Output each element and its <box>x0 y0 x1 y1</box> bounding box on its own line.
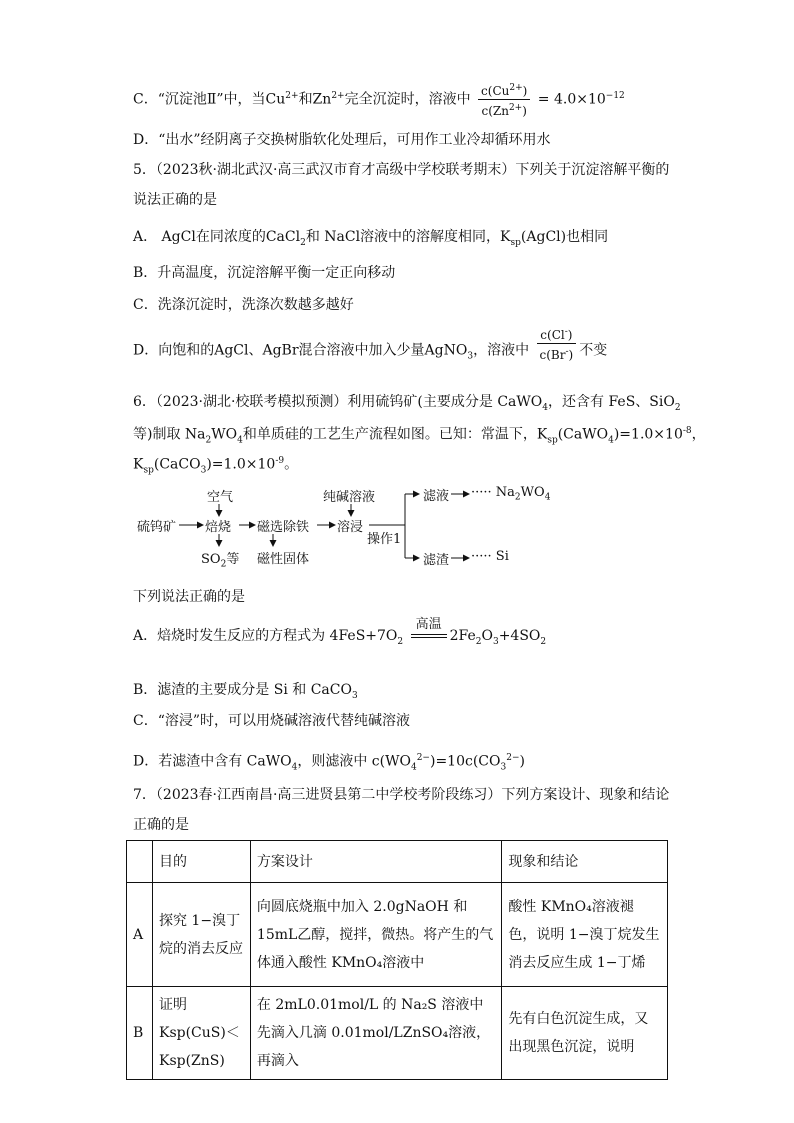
q5-option-c: C．洗涤沉淀时，洗涤次数越多越好 <box>133 297 354 313</box>
node-si: ····· Si <box>471 549 509 564</box>
node-so2: $SO_2$等 <box>201 552 240 570</box>
node-magnetic-separation: 磁选除铁 <box>257 520 310 535</box>
q6-stem-line2: 等)制取 $Na_2WO_4$和单质硅的工艺生产流程如图。已知：常温下，$K_{sp}(CaWO_4)=1.0\times 10^{-8}$， <box>133 426 706 446</box>
node-soda-solution: 纯碱溶液 <box>323 490 376 505</box>
node-leach: 溶浸 <box>337 520 364 535</box>
q7-table <box>126 840 668 1080</box>
q5-option-d: D．向饱和的AgCl、AgBr混合溶液中加入少量AgNO$_3$，溶液中 $\frac{c(Cl^-)}{c(Br^-)}$ 不变 <box>133 338 607 366</box>
q6-option-d: D．若滤渣中含有 CaWO$_4$，则滤液中 $c(WO_4^{2-})=10c(CO_3^{2-})$ <box>133 753 525 773</box>
row-purpose: 探究 1−溴丁烷的消去反应 <box>152 883 250 987</box>
row-result: 先有白色沉淀生成，又出现黑色沉淀，说明 <box>502 987 668 1080</box>
row-design: 向圆底烧瓶中加入 2.0gNaOH 和 15mL乙醇，搅拌，微热。将产生的气体通入酸性 KMnO₄溶液中 <box>250 883 502 987</box>
q7-stem-line2: 正确的是 <box>133 817 189 833</box>
cu-zn-ratio: $\frac{c(Cu^{2+})}{c(Zn^{2+})}$ <box>478 80 530 119</box>
table-header-row <box>127 841 668 883</box>
table-header-cell <box>127 841 153 883</box>
table-row <box>127 987 668 1080</box>
q7-stem-line1: 7．（2023春·江西南昌·高三进贤县第二中学校考阶段练习）下列方案设计、现象和结论 <box>133 787 670 803</box>
node-na2wo4: ····· $Na_2WO_4$ <box>471 485 551 503</box>
node-operation1: 操作1 <box>367 532 402 547</box>
row-design: 在 2mL0.01mol/L 的 Na₂S 溶液中先滴入几滴 0.01mol/LZnSO₄溶液，再滴入 <box>250 987 502 1080</box>
process-flow-diagram <box>133 482 573 572</box>
q6-stem-line3: $K_{sp}(CaCO_3)=1.0\times 10^{-9}$。 <box>133 456 299 476</box>
q6-option-c: C．“溶浸”时，可以用烧碱溶液代替纯碱溶液 <box>133 713 411 729</box>
node-roast: 焙烧 <box>205 520 232 535</box>
row-result: 酸性 KMnO₄溶液褪色，说明 1−溴丁烷发生消去反应生成 1−丁烯 <box>502 883 668 987</box>
table-header-cell: 方案设计 <box>250 841 502 883</box>
node-ore: 硫钨矿 <box>137 520 177 535</box>
table-row <box>127 883 668 987</box>
row-purpose: 证明 Ksp(CuS)＜Ksp(ZnS) <box>152 987 250 1080</box>
q6-option-a: A．焙烧时发生反应的方程式为 $4FeS+7O_2$ 高温 $2Fe_2O_3+4SO_2$ <box>133 617 547 647</box>
q6-option-b: B．滤渣的主要成分是 Si 和 CaCO$_3$ <box>133 682 358 701</box>
q5-stem-line1: 5．（2023秋·湖北武汉·高三武汉市育才高级中学校联考期末）下列关于沉淀溶解平衡的 <box>133 162 670 178</box>
q5-stem-line2: 说法正确的是 <box>133 192 217 208</box>
q5-option-b: B．升高温度，沉淀溶解平衡一定正向移动 <box>133 265 396 281</box>
row-key: B <box>127 987 153 1080</box>
q6-ask: 下列说法正确的是 <box>133 589 245 605</box>
q4-option-c: C．“沉淀池Ⅱ”中，当$Cu^{2+}$和$Zn^{2+}$完全沉淀时，溶液中 $\frac{c(Cu^{2+})}{c(Zn^{2+})}$ = $4.0\times 10^{-12}$ <box>133 80 625 119</box>
node-magnetic-solid: 磁性固体 <box>257 552 310 567</box>
q4-option-d: D．“出水”经阴离子交换树脂软化处理后，可用作工业冷却循环用水 <box>133 132 551 148</box>
node-filtrate: 滤液 <box>423 489 450 504</box>
reaction-condition: 高温 <box>411 618 447 640</box>
table-header-cell: 现象和结论 <box>502 841 668 883</box>
row-key: A <box>127 883 153 987</box>
q5-option-a: A． AgCl在同浓度的CaCl$_2$和 NaCl溶液中的溶解度相同，$K_{sp}(AgCl)$也相同 <box>133 229 609 248</box>
node-air: 空气 <box>207 490 234 505</box>
table-header-cell: 目的 <box>152 841 250 883</box>
cl-br-ratio: $\frac{c(Cl^-)}{c(Br^-)}$ <box>537 324 577 363</box>
node-residue: 滤渣 <box>423 553 450 568</box>
q6-stem-line1: 6．（2023·湖北·校联考模拟预测）利用硫钨矿(主要成分是 CaWO$_4$，还含有 FeS、SiO$_2$ <box>133 394 681 413</box>
